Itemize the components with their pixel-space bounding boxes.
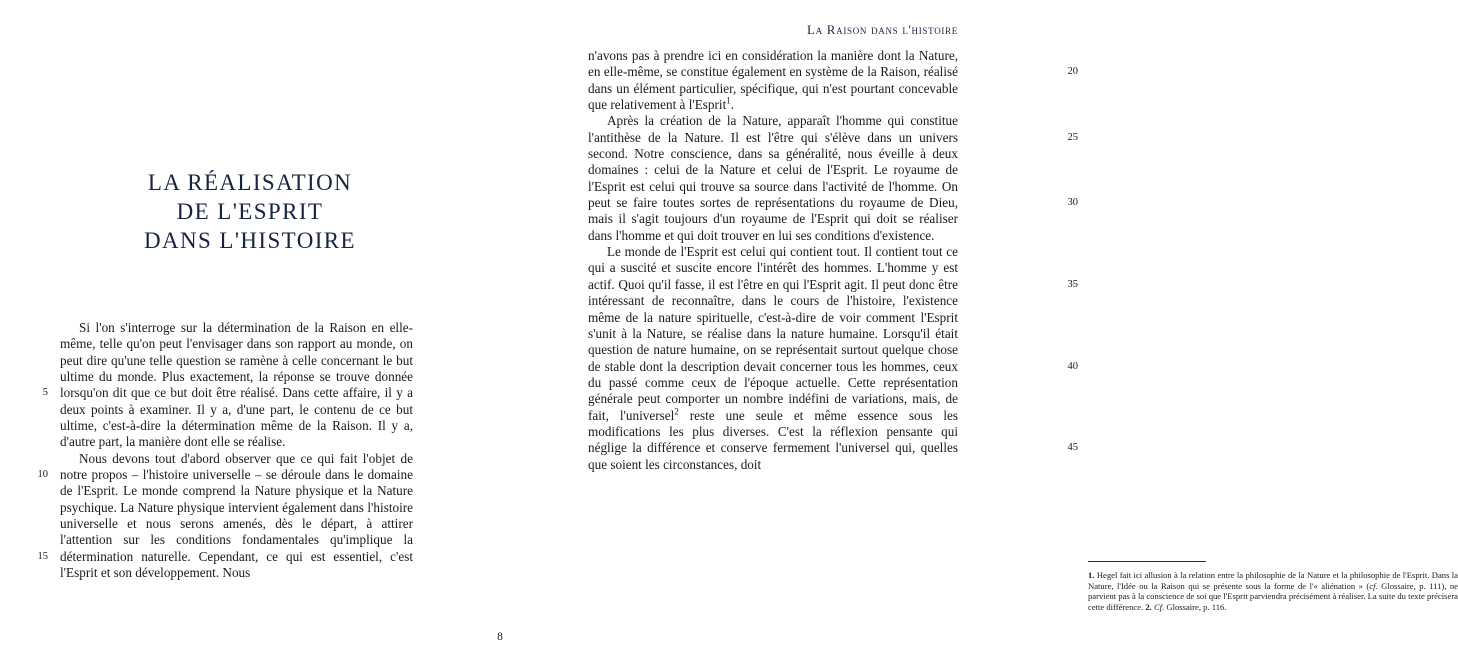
- paragraph: Nous devons tout d'abord observer que ce qui fait l'objet de notre propos – l'histoire universelle – se déroule dans le domaine de l'Esprit. Le monde comprend la Nature physique et la Nature psychique. La Nature physique intervient également dans l'histoire universelle et nous serons amenés, dès le départ, à attirer l'attention sur les conditions fondamentales qu'implique la détermination naturelle. Cependant, ce qui est essentiel, c'est l'Esprit et son développement. Nous: [60, 450, 413, 581]
- line-number: [1056, 375, 1078, 391]
- right-body-text: [588, 48, 958, 473]
- line-number: [1056, 457, 1078, 473]
- paragraph-text: n'avons pas à prendre ici en considération la manière dont la Nature, en elle-même, se constitue également en système de la Raison, réalisé dans un élément particulier, spécifique, qui n'est pourtant concevable que relativement à l'Esprit: [588, 48, 958, 113]
- line-number: [26, 532, 48, 548]
- line-number: [1056, 146, 1078, 162]
- line-number: [1056, 162, 1078, 178]
- right-page: [500, 0, 1458, 666]
- line-number: [1056, 391, 1078, 407]
- line-number: [1056, 310, 1078, 326]
- line-number: [1056, 179, 1078, 195]
- line-number: [26, 434, 48, 450]
- line-number: [1056, 48, 1078, 64]
- line-number: [1056, 81, 1078, 97]
- line-number: [26, 353, 48, 369]
- footnotes: [1088, 570, 1458, 613]
- line-number: 10: [37, 469, 48, 481]
- line-number: 20: [1067, 66, 1078, 78]
- line-number: 40: [1067, 360, 1078, 372]
- line-number: [1056, 342, 1078, 358]
- line-number: [26, 369, 48, 385]
- line-number: [1056, 228, 1078, 244]
- footnote-separator: [1088, 561, 1206, 562]
- footnote-marker-2[interactable]: 2: [674, 406, 679, 417]
- line-number: [26, 565, 48, 581]
- line-number: [1056, 244, 1078, 260]
- line-number: 30: [1067, 197, 1078, 209]
- chapter-title-line-1: LA RÉALISATION: [147, 170, 353, 195]
- line-number: [26, 402, 48, 418]
- footnote-2-number: 2.: [1145, 602, 1152, 613]
- line-number: 35: [1067, 278, 1078, 290]
- footnote-2-text: Glossaire, p. 116.: [1164, 602, 1227, 613]
- line-number: [26, 516, 48, 532]
- paragraph: [588, 48, 958, 113]
- paragraph-text: Le monde de l'Esprit est celui qui contient tout. Il contient tout ce qui a suscité et suscite encore l'intérêt des hommes. L'homme y est actif. Quoi qu'il fasse, il est l'être en qui l'Esprit agit. Il peut donc être intéressant de reconnaître, dans le cours de l'histoire, l'existence même de la nature spirituelle, c'est-à-dire de voir comment l'Esprit s'unit à la Nature, se réalise dans la nature humaine. Lorsqu'il était question de nature humaine, on se représentait surtout quelque chose de stable dont la description devait concerner tous les hommes, ceux du passé comme ceux de l'époque actuelle. Cette représentation générale peut comporter un nombre indéfini de variations, mais, de fait, l'universel: [588, 244, 958, 423]
- line-number: [1056, 97, 1078, 113]
- line-number: 15: [37, 550, 48, 562]
- line-number: [1056, 260, 1078, 276]
- line-number: [1056, 113, 1078, 129]
- footnote-marker-1[interactable]: 1: [726, 95, 731, 106]
- paragraph-tail: reste une seule et même essence sous les modifications les plus diverses. C'est la réflexion pensante qui néglige la différence et conserve fermement l'universel qui, quelles que soient les circonstances, doit: [588, 407, 958, 472]
- line-number: 25: [1067, 131, 1078, 143]
- line-number: [26, 483, 48, 499]
- footnote-1-italic: cf.: [1369, 580, 1378, 591]
- line-number: [1056, 211, 1078, 227]
- left-page: [0, 0, 500, 666]
- line-number: [1056, 293, 1078, 309]
- chapter-title: [60, 168, 440, 255]
- right-line-numbers: [1056, 48, 1078, 473]
- line-number: [1056, 326, 1078, 342]
- footnote-2-italic: Cf.: [1153, 602, 1165, 613]
- line-number: [1056, 408, 1078, 424]
- paragraph: Si l'on s'interroge sur la détermination de la Raison en elle-même, telle qu'on peut l'envisager dans son rapport au monde, on peut dire qu'une telle question se ramène à celle concernant le but ultime du monde. Plus exactement, la réponse se trouve donnée lorsqu'on dit que ce but doit être réalisé. Dans cette affaire, il y a deux points à examiner. Il y a, d'une part, le contenu de ce but ultime, c'est-à-dire la détermination même de la Raison. Il y a, d'autre part, la manière dont elle se réalise.: [60, 320, 413, 450]
- line-number: [26, 451, 48, 467]
- line-number: [26, 336, 48, 352]
- paragraph: Après la création de la Nature, apparaît l'homme qui constitue l'antithèse de la Nature. Il est l'être qui s'élève dans un univers second. Notre conscience, dans sa généralité, nous éveille à deux domaines : celui de la Nature et celui de l'Esprit. Le royaume de l'Esprit est celui qui trouve sa source dans l'activité de l'homme. On peut se faire toutes sortes de représentations du royaume de Dieu, mais il s'agit toujours d'un royaume de l'Esprit qui doit se réaliser dans l'homme et qui doit trouver en lui ses conditions d'existence.: [588, 113, 958, 243]
- left-line-numbers: [26, 320, 48, 614]
- line-number: 5: [42, 387, 48, 399]
- line-number: [26, 320, 48, 336]
- line-number: [26, 418, 48, 434]
- paragraph: [588, 244, 958, 473]
- running-head: La Raison dans l'histoire: [806, 22, 958, 37]
- page-number: 8: [497, 631, 503, 643]
- chapter-title-line-2: DE L'ESPRIT: [176, 199, 324, 224]
- line-number: [1056, 424, 1078, 440]
- chapter-title-line-3: DANS L'HISTOIRE: [144, 228, 356, 253]
- line-number: [26, 500, 48, 516]
- line-number: [26, 598, 48, 614]
- footnote-1-number: 1.: [1088, 570, 1095, 580]
- left-body-text: [60, 320, 413, 582]
- header-rule: [588, 41, 958, 42]
- line-number: [26, 582, 48, 598]
- footnote-1: [1088, 570, 1458, 613]
- footnote-1-text-b: Glossaire, p. 111), ne parvient pas à la conscience de soi que l'Esprit parviendra précisément à réaliser. La suite du texte précisera cette différence.: [1088, 580, 1458, 613]
- footnote-1-text-a: Hegel fait ici allusion à la relation entre la philosophie de la Nature et la philosophie de l'Esprit. Dans la Nature, l'Idée ou la Raison qui se présente sous la forme de l'« aliénation » (: [1088, 570, 1458, 591]
- line-number: 45: [1067, 442, 1078, 454]
- paragraph-tail: .: [730, 97, 735, 113]
